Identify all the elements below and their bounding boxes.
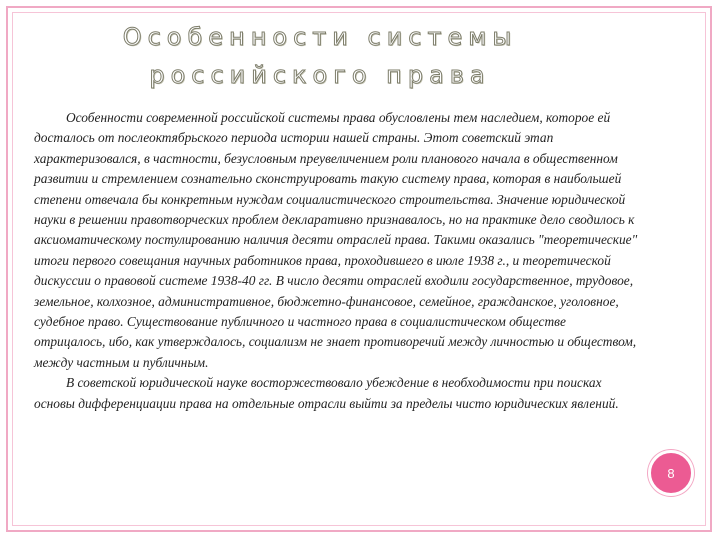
body-paragraph-2: В советской юридической науке восторжествовало убеждение в необходимости при поисках основы дифференциации права на отдельные отрасли выйти за пределы чисто юридических явлений. — [34, 375, 619, 411]
slide-title-line-1: Особенности системы — [122, 23, 518, 51]
slide-title-line-2: российского права — [149, 61, 491, 89]
page-number: 8 — [667, 465, 675, 481]
slide-title — [80, 18, 560, 94]
slide-body — [34, 108, 638, 414]
page-number-badge — [648, 450, 694, 496]
body-paragraph-1: Особенности современной российской системы права обусловлены тем наследием, которое ей досталось от послеоктябрьского периода истории нашей страны. Этот советский этап характеризовался, в частности, безусловным преувеличением роли планового начала в общественном развитии и стремлением сознательно сконструировать такую систему права, которая в наибольшей степени отвечала бы конкретным нуждам социалистического строительства. Значение юридической науки в решении правотворческих проблем декларативно признавалось, но на практике дело сводилось к аксиоматическому постулированию наличия десяти отраслей права. Такими оказались "теоретические" итоги первого совещания научных работников права, проходившего в июле 1938 г., и теоретической дискуссии о правовой системе 1938-40 гг. В число десяти отраслей входили государственное, трудовое, земельное, колхозное, административное, бюджетно-финансовое, семейное, гражданское, уголовное, судебное право. Существование публичного и частного права в социалистическом обществе отрицалось, ибо, как утверждалось, социализм не знает противоречий между личностью и обществом, между частным и публичным. — [34, 110, 638, 370]
